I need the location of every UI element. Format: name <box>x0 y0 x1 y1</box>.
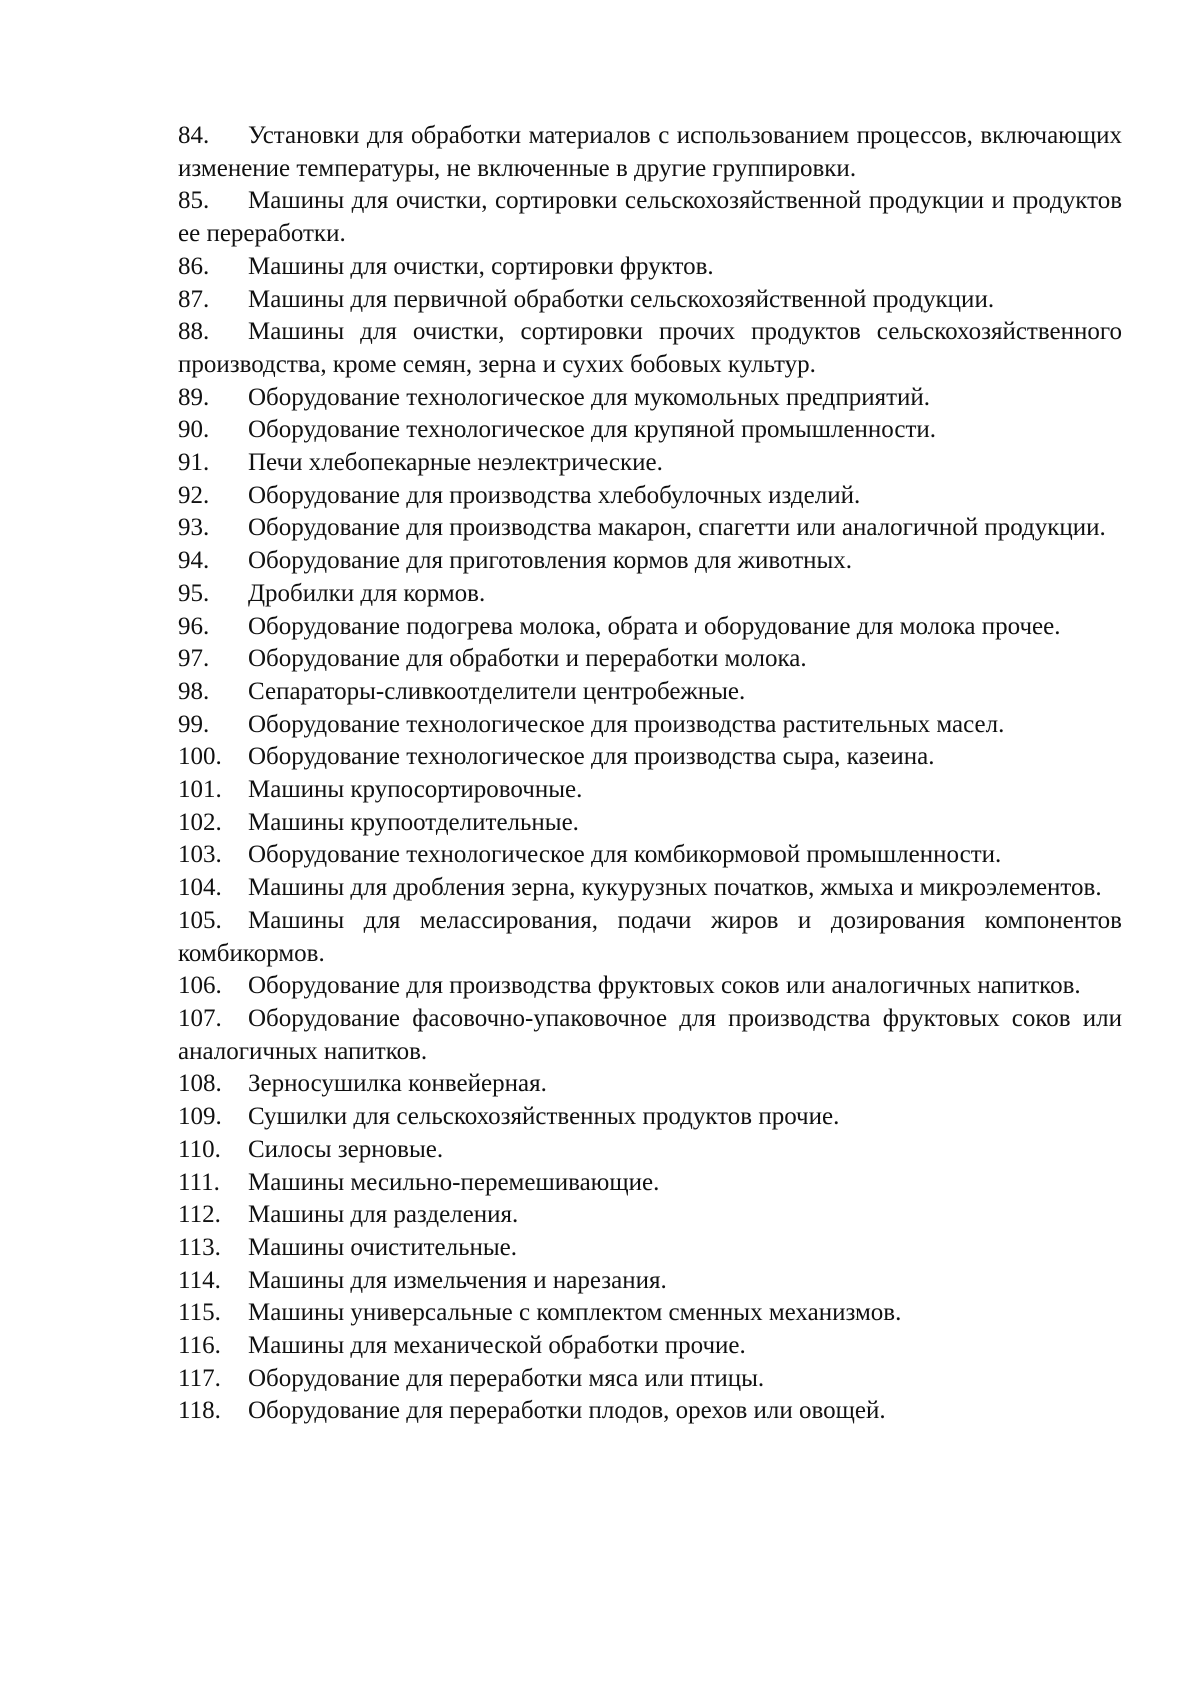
item-number: 97. <box>178 645 210 673</box>
item-number: 117. <box>178 1364 221 1392</box>
list-item <box>178 905 1122 970</box>
item-text: Дробилки для кормов. <box>248 579 486 607</box>
list-item <box>178 1068 1122 1101</box>
list-item <box>178 251 1122 284</box>
list-item <box>178 1199 1122 1232</box>
item-text: Машины для первичной обработки сельскохозяйственной продукции. <box>248 285 995 313</box>
item-number: 111. <box>178 1168 220 1196</box>
equipment-list <box>178 120 1122 1428</box>
item-text: Машины очистительные. <box>248 1233 518 1261</box>
item-text: Машины для очистки, сортировки фруктов. <box>248 252 714 280</box>
item-number: 93. <box>178 514 210 542</box>
item-text: Машины универсальные с комплектом сменных механизмов. <box>248 1299 902 1327</box>
item-number: 104. <box>178 874 222 902</box>
item-text: Машины крупоотделительные. <box>248 808 579 836</box>
item-text: Оборудование для обработки и переработки молока. <box>248 645 807 673</box>
list-item <box>178 512 1122 545</box>
list-item <box>178 382 1122 415</box>
list-item <box>178 1167 1122 1200</box>
list-item <box>178 284 1122 317</box>
item-number: 115. <box>178 1299 221 1327</box>
item-text: Оборудование для переработки мяса или птицы. <box>248 1364 765 1392</box>
item-number: 110. <box>178 1135 221 1163</box>
item-text: Машины для очистки, сортировки сельскохозяйственной продукции и продуктов ее переработки. <box>178 187 1122 248</box>
item-text: Оборудование технологическое для комбикормовой промышленности. <box>248 841 1002 869</box>
list-item <box>178 120 1122 185</box>
item-text: Сепараторы-сливкоотделители центробежные. <box>248 677 746 705</box>
item-text: Сушилки для сельскохозяйственных продуктов прочие. <box>248 1103 840 1131</box>
item-text: Оборудование технологическое для производства сыра, казеина. <box>248 743 935 771</box>
item-number: 88. <box>178 318 210 346</box>
item-text: Печи хлебопекарные неэлектрические. <box>248 449 663 477</box>
item-number: 114. <box>178 1266 221 1294</box>
list-item <box>178 1363 1122 1396</box>
list-item <box>178 1134 1122 1167</box>
item-text: Оборудование для производства хлебобулочных изделий. <box>248 481 861 509</box>
item-text: Оборудование технологическое для мукомольных предприятий. <box>248 383 931 411</box>
item-text: Оборудование для приготовления кормов для животных. <box>248 547 853 575</box>
list-item <box>178 1003 1122 1068</box>
item-text: Установки для обработки материалов с использованием процессов, включающих изменение температуры, не включенные в другие группировки. <box>178 122 1122 182</box>
item-number: 90. <box>178 416 210 444</box>
list-item <box>178 643 1122 676</box>
list-item <box>178 741 1122 774</box>
item-number: 96. <box>178 612 210 640</box>
item-number: 85. <box>178 187 210 215</box>
item-text: Машины для очистки, сортировки прочих продуктов сельскохозяйственного производства, кроме семян, зерна и сухих бобовых культур. <box>178 318 1122 378</box>
item-number: 103. <box>178 841 222 869</box>
item-number: 94. <box>178 547 210 575</box>
list-item <box>178 447 1122 480</box>
list-item <box>178 1395 1122 1428</box>
item-number: 92. <box>178 481 210 509</box>
item-number: 98. <box>178 677 210 705</box>
item-number: 95. <box>178 579 210 607</box>
item-text: Зерносушилка конвейерная. <box>248 1070 547 1098</box>
item-text: Машины для дробления зерна, кукурузных початков, жмыха и микроэлементов. <box>248 874 1102 902</box>
item-text: Машины крупосортировочные. <box>248 776 583 804</box>
item-text: Оборудование технологическое для производства растительных масел. <box>248 710 1005 738</box>
list-item <box>178 839 1122 872</box>
list-item <box>178 480 1122 513</box>
list-item <box>178 774 1122 807</box>
list-item <box>178 676 1122 709</box>
item-number: 107. <box>178 1004 222 1032</box>
list-item <box>178 611 1122 644</box>
list-item <box>178 807 1122 840</box>
item-number: 87. <box>178 285 210 313</box>
list-item <box>178 578 1122 611</box>
item-number: 84. <box>178 122 210 149</box>
item-number: 86. <box>178 252 210 280</box>
item-number: 105. <box>178 906 222 934</box>
item-number: 112. <box>178 1201 221 1229</box>
item-text: Оборудование подогрева молока, обрата и оборудование для молока прочее. <box>248 612 1061 640</box>
list-item <box>178 1297 1122 1330</box>
list-item <box>178 316 1122 381</box>
item-number: 118. <box>178 1397 221 1425</box>
item-text: Оборудование фасовочно-упаковочное для производства фруктовых соков или аналогичных напитков. <box>178 1004 1122 1065</box>
item-text: Силосы зерновые. <box>248 1135 444 1163</box>
item-text: Оборудование для производства фруктовых соков или аналогичных напитков. <box>248 972 1081 1000</box>
list-item <box>178 970 1122 1003</box>
list-item <box>178 185 1122 250</box>
list-item <box>178 545 1122 578</box>
item-text: Машины для мелассирования, подачи жиров и дозирования компонентов комбикормов. <box>178 906 1122 967</box>
list-item <box>178 1265 1122 1298</box>
item-text: Оборудование технологическое для крупяной промышленности. <box>248 416 937 444</box>
item-number: 108. <box>178 1070 222 1098</box>
item-text: Машины для разделения. <box>248 1201 519 1229</box>
item-text: Оборудование для производства макарон, спагетти или аналогичной продукции. <box>248 514 1106 542</box>
item-text: Машины для измельчения и нарезания. <box>248 1266 667 1294</box>
list-item <box>178 872 1122 905</box>
item-number: 106. <box>178 972 222 1000</box>
list-item <box>178 1101 1122 1134</box>
item-text: Оборудование для переработки плодов, орехов или овощей. <box>248 1397 886 1425</box>
list-item <box>178 414 1122 447</box>
item-number: 99. <box>178 710 210 738</box>
item-number: 113. <box>178 1233 221 1261</box>
item-text: Машины для механической обработки прочие. <box>248 1332 746 1360</box>
item-number: 102. <box>178 808 222 836</box>
item-number: 100. <box>178 743 222 771</box>
item-number: 91. <box>178 449 210 477</box>
item-number: 101. <box>178 776 222 804</box>
list-item <box>178 1232 1122 1265</box>
item-text: Машины месильно-перемешивающие. <box>248 1168 660 1196</box>
list-item <box>178 1330 1122 1363</box>
item-number: 116. <box>178 1332 221 1360</box>
item-number: 89. <box>178 383 210 411</box>
item-number: 109. <box>178 1103 222 1131</box>
list-item <box>178 709 1122 742</box>
